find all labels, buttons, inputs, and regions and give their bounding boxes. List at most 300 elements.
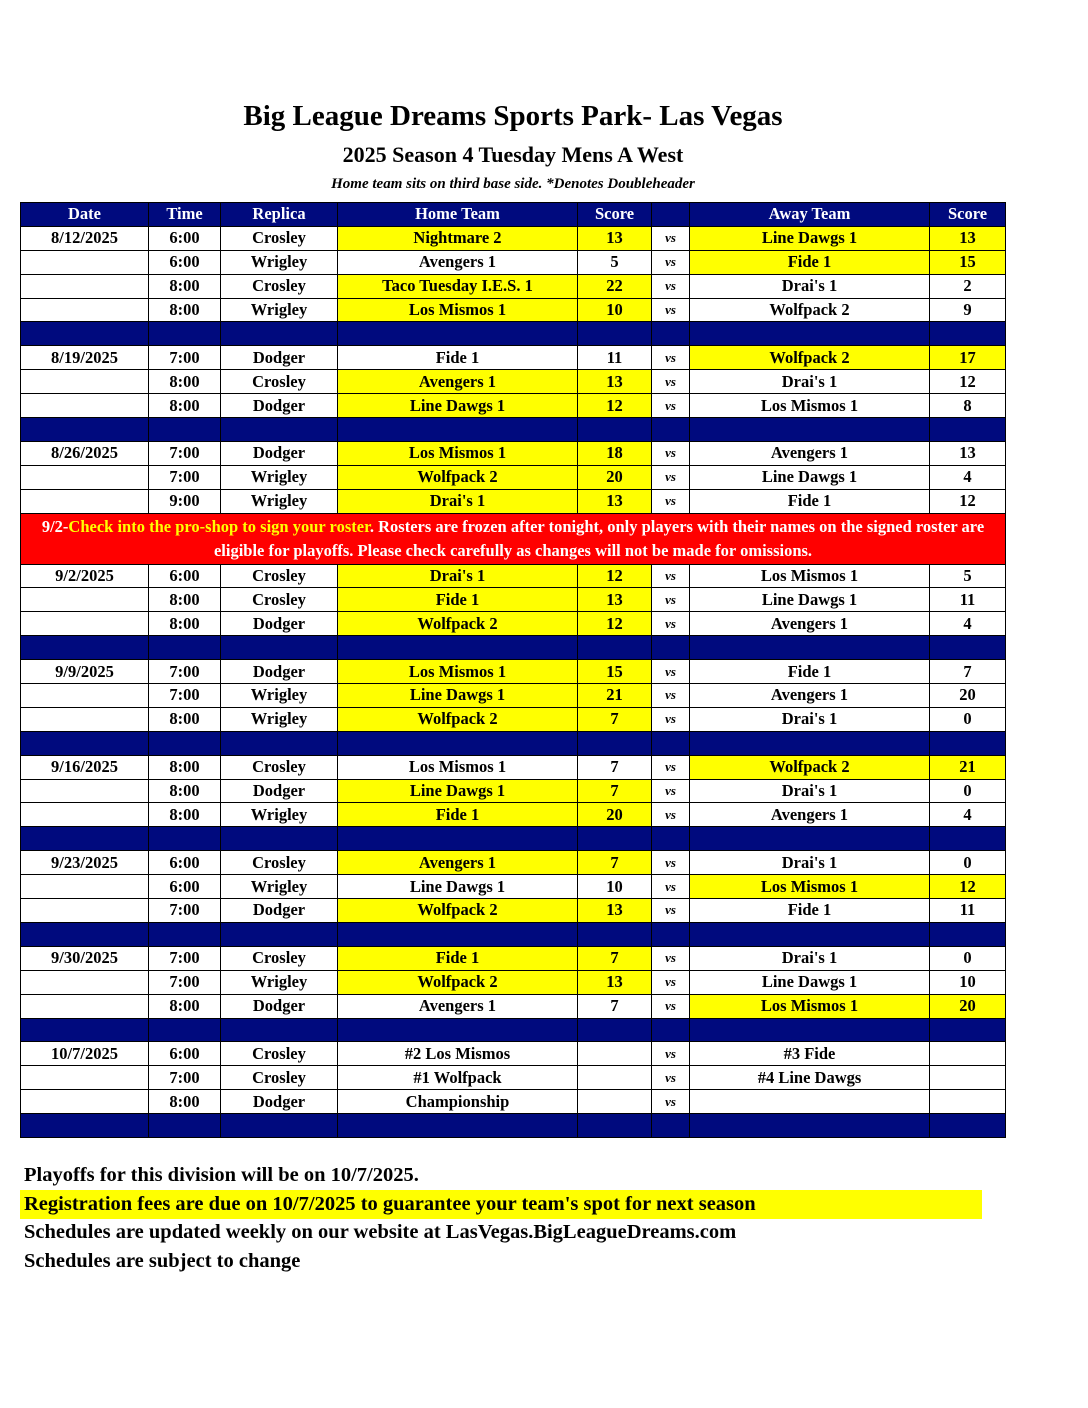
game-time: 8:00 [149, 779, 221, 803]
table-row [21, 1090, 1006, 1114]
vs-label: vs [652, 588, 690, 612]
game-time: 6:00 [149, 250, 221, 274]
game-date [21, 489, 149, 513]
game-field: Dodger [221, 779, 338, 803]
separator-cell [652, 418, 690, 442]
separator-cell [21, 636, 149, 660]
game-date [21, 1066, 149, 1090]
separator-cell [578, 922, 652, 946]
home-team: Fide 1 [338, 946, 578, 970]
game-date [21, 370, 149, 394]
vs-label: vs [652, 250, 690, 274]
table-row [21, 707, 1006, 731]
game-field: Crosley [221, 564, 338, 588]
table-row [21, 755, 1006, 779]
home-score: 12 [578, 394, 652, 418]
separator-cell [21, 922, 149, 946]
game-date: 8/12/2025 [21, 226, 149, 250]
game-date [21, 994, 149, 1018]
away-score: 12 [930, 370, 1006, 394]
home-team: Drai's 1 [338, 564, 578, 588]
home-score: 5 [578, 250, 652, 274]
separator-cell [338, 731, 578, 755]
home-score: 7 [578, 851, 652, 875]
game-time: 8:00 [149, 612, 221, 636]
game-field: Dodger [221, 346, 338, 370]
separator-cell [221, 827, 338, 851]
game-date [21, 612, 149, 636]
table-row [21, 994, 1006, 1018]
separator-cell [21, 1018, 149, 1042]
separator-cell [21, 322, 149, 346]
game-field: Crosley [221, 1066, 338, 1090]
home-score: 12 [578, 612, 652, 636]
game-field: Dodger [221, 441, 338, 465]
separator-row [21, 1114, 1006, 1138]
vs-label: vs [652, 684, 690, 708]
separator-cell [338, 1114, 578, 1138]
separator-cell [221, 922, 338, 946]
away-team: Drai's 1 [690, 274, 930, 298]
separator-cell [930, 1018, 1006, 1042]
home-score: 10 [578, 298, 652, 322]
home-score: 13 [578, 489, 652, 513]
home-team: #1 Wolfpack [338, 1066, 578, 1090]
away-team: Fide 1 [690, 489, 930, 513]
separator-cell [690, 922, 930, 946]
table-row [21, 875, 1006, 899]
separator-cell [221, 636, 338, 660]
game-time: 8:00 [149, 394, 221, 418]
game-field: Wrigley [221, 875, 338, 899]
separator-cell [652, 1114, 690, 1138]
away-team: Line Dawgs 1 [690, 465, 930, 489]
roster-notice [21, 513, 1006, 564]
game-field: Wrigley [221, 803, 338, 827]
vs-label: vs [652, 970, 690, 994]
separator-cell [338, 827, 578, 851]
game-date [21, 803, 149, 827]
game-field: Dodger [221, 1090, 338, 1114]
separator-cell [690, 418, 930, 442]
separator-cell [21, 827, 149, 851]
table-row [21, 298, 1006, 322]
separator-row [21, 1018, 1006, 1042]
away-team: Fide 1 [690, 660, 930, 684]
vs-label: vs [652, 803, 690, 827]
home-score [578, 1090, 652, 1114]
home-team: Wolfpack 2 [338, 970, 578, 994]
game-date [21, 779, 149, 803]
game-date [21, 394, 149, 418]
separator-cell [690, 731, 930, 755]
away-team: Drai's 1 [690, 779, 930, 803]
vs-label: vs [652, 564, 690, 588]
game-time: 6:00 [149, 564, 221, 588]
game-field: Wrigley [221, 489, 338, 513]
separator-cell [930, 1114, 1006, 1138]
home-team: Wolfpack 2 [338, 465, 578, 489]
vs-label: vs [652, 779, 690, 803]
game-date: 8/19/2025 [21, 346, 149, 370]
vs-label: vs [652, 994, 690, 1018]
game-date: 9/9/2025 [21, 660, 149, 684]
table-row [21, 370, 1006, 394]
game-time: 7:00 [149, 660, 221, 684]
game-time: 8:00 [149, 370, 221, 394]
separator-cell [338, 418, 578, 442]
home-team: #2 Los Mismos [338, 1042, 578, 1066]
home-team: Line Dawgs 1 [338, 779, 578, 803]
away-team: Line Dawgs 1 [690, 588, 930, 612]
separator-cell [149, 636, 221, 660]
separator-cell [149, 827, 221, 851]
separator-cell [652, 322, 690, 346]
table-row [21, 851, 1006, 875]
home-score: 7 [578, 755, 652, 779]
home-score [578, 1042, 652, 1066]
home-team: Avengers 1 [338, 250, 578, 274]
game-field: Dodger [221, 394, 338, 418]
away-score: 13 [930, 226, 1006, 250]
vs-label: vs [652, 274, 690, 298]
home-score: 13 [578, 970, 652, 994]
separator-row [21, 731, 1006, 755]
game-date: 9/16/2025 [21, 755, 149, 779]
page-subtitle: 2025 Season 4 Tuesday Mens A West [342, 142, 684, 167]
vs-label: vs [652, 370, 690, 394]
away-team: Avengers 1 [690, 803, 930, 827]
away-team: Line Dawgs 1 [690, 226, 930, 250]
away-score: 10 [930, 970, 1006, 994]
home-team: Wolfpack 2 [338, 707, 578, 731]
separator-row [21, 418, 1006, 442]
game-field: Crosley [221, 1042, 338, 1066]
home-score: 21 [578, 684, 652, 708]
away-score: 2 [930, 274, 1006, 298]
separator-row [21, 322, 1006, 346]
home-team: Wolfpack 2 [338, 899, 578, 923]
table-row [21, 1042, 1006, 1066]
away-score: 20 [930, 994, 1006, 1018]
notice-date: 9/2- [41, 516, 69, 536]
separator-cell [690, 1114, 930, 1138]
table-row [21, 564, 1006, 588]
game-date: 10/7/2025 [21, 1042, 149, 1066]
game-time: 6:00 [149, 875, 221, 899]
separator-cell [652, 636, 690, 660]
vs-label: vs [652, 298, 690, 322]
away-team: Avengers 1 [690, 612, 930, 636]
separator-cell [578, 322, 652, 346]
table-row [21, 946, 1006, 970]
home-team: Los Mismos 1 [338, 660, 578, 684]
schedule-body [21, 226, 1006, 1137]
separator-cell [149, 731, 221, 755]
game-date: 9/23/2025 [21, 851, 149, 875]
away-score: 13 [930, 441, 1006, 465]
home-team: Avengers 1 [338, 851, 578, 875]
table-row [21, 803, 1006, 827]
vs-label: vs [652, 755, 690, 779]
separator-cell [578, 827, 652, 851]
away-score: 4 [930, 803, 1006, 827]
away-score: 0 [930, 851, 1006, 875]
separator-cell [578, 418, 652, 442]
roster-notice-row [21, 513, 1006, 564]
away-score: 20 [930, 684, 1006, 708]
game-date [21, 899, 149, 923]
away-score [930, 1066, 1006, 1090]
away-score: 5 [930, 564, 1006, 588]
separator-cell [221, 418, 338, 442]
vs-label: vs [652, 489, 690, 513]
separator-cell [21, 418, 149, 442]
separator-cell [578, 731, 652, 755]
home-score: 7 [578, 707, 652, 731]
table-row [21, 899, 1006, 923]
game-time: 7:00 [149, 346, 221, 370]
separator-cell [652, 827, 690, 851]
game-field: Wrigley [221, 684, 338, 708]
away-team: Los Mismos 1 [690, 564, 930, 588]
away-score [930, 1042, 1006, 1066]
game-date: 8/26/2025 [21, 441, 149, 465]
table-row [21, 489, 1006, 513]
home-score: 22 [578, 274, 652, 298]
separator-cell [21, 1114, 149, 1138]
game-date [21, 274, 149, 298]
game-field: Crosley [221, 274, 338, 298]
page-title: Big League Dreams Sports Park- Las Vegas [243, 100, 783, 132]
home-team: Wolfpack 2 [338, 612, 578, 636]
away-score: 17 [930, 346, 1006, 370]
game-time: 7:00 [149, 899, 221, 923]
separator-cell [690, 636, 930, 660]
table-row [21, 779, 1006, 803]
notice-text: . Rosters are frozen after tonight, only players with their names on the signed roster are eligible for playoffs. Please check carefully as changes will not be made for omissions. [213, 516, 985, 560]
notice-highlight: Check into the pro-shop to sign your roster [68, 516, 370, 536]
col-away-team-header: Away Team [690, 203, 930, 227]
separator-row [21, 922, 1006, 946]
vs-label: vs [652, 226, 690, 250]
away-score [930, 1090, 1006, 1114]
separator-cell [149, 1114, 221, 1138]
away-team: Avengers 1 [690, 684, 930, 708]
game-field: Crosley [221, 851, 338, 875]
game-time: 8:00 [149, 1090, 221, 1114]
game-field: Crosley [221, 226, 338, 250]
game-time: 6:00 [149, 851, 221, 875]
col-home-score-header: Score [578, 203, 652, 227]
separator-cell [578, 1018, 652, 1042]
away-team: Wolfpack 2 [690, 298, 930, 322]
away-score: 12 [930, 875, 1006, 899]
game-field: Wrigley [221, 250, 338, 274]
away-team: Drai's 1 [690, 851, 930, 875]
vs-label: vs [652, 465, 690, 489]
game-time: 7:00 [149, 1066, 221, 1090]
separator-cell [338, 1018, 578, 1042]
schedule-table [20, 202, 1006, 1138]
home-score: 20 [578, 465, 652, 489]
home-team: Line Dawgs 1 [338, 684, 578, 708]
game-time: 8:00 [149, 298, 221, 322]
game-time: 6:00 [149, 1042, 221, 1066]
away-score: 0 [930, 946, 1006, 970]
vs-label: vs [652, 441, 690, 465]
home-team: Fide 1 [338, 803, 578, 827]
away-team: #4 Line Dawgs [690, 1066, 930, 1090]
game-date: 9/2/2025 [21, 564, 149, 588]
home-team: Fide 1 [338, 346, 578, 370]
game-date: 9/30/2025 [21, 946, 149, 970]
home-score: 13 [578, 370, 652, 394]
vs-label: vs [652, 1090, 690, 1114]
game-field: Wrigley [221, 970, 338, 994]
separator-cell [652, 731, 690, 755]
separator-row [21, 827, 1006, 851]
separator-cell [930, 322, 1006, 346]
away-score: 11 [930, 899, 1006, 923]
game-date [21, 875, 149, 899]
home-team: Line Dawgs 1 [338, 875, 578, 899]
table-row [21, 394, 1006, 418]
registration-note: Registration fees are due on 10/7/2025 to guarantee your team's spot for next season [20, 1190, 982, 1219]
vs-label: vs [652, 660, 690, 684]
table-row [21, 588, 1006, 612]
separator-cell [221, 731, 338, 755]
separator-cell [149, 922, 221, 946]
home-score: 15 [578, 660, 652, 684]
separator-cell [221, 1018, 338, 1042]
vs-label: vs [652, 612, 690, 636]
table-row [21, 1066, 1006, 1090]
game-date [21, 684, 149, 708]
away-team: Los Mismos 1 [690, 994, 930, 1018]
col-away-score-header: Score [930, 203, 1006, 227]
home-team: Championship [338, 1090, 578, 1114]
separator-cell [338, 322, 578, 346]
away-score: 0 [930, 779, 1006, 803]
home-score: 13 [578, 899, 652, 923]
game-time: 8:00 [149, 707, 221, 731]
separator-cell [149, 1018, 221, 1042]
game-time: 8:00 [149, 588, 221, 612]
home-score: 7 [578, 779, 652, 803]
game-field: Crosley [221, 755, 338, 779]
separator-row [21, 636, 1006, 660]
away-team: Los Mismos 1 [690, 875, 930, 899]
separator-cell [930, 731, 1006, 755]
away-team: Drai's 1 [690, 707, 930, 731]
vs-label: vs [652, 394, 690, 418]
separator-cell [652, 922, 690, 946]
game-field: Dodger [221, 612, 338, 636]
game-date [21, 465, 149, 489]
home-team: Nightmare 2 [338, 226, 578, 250]
game-time: 6:00 [149, 226, 221, 250]
home-score [578, 1066, 652, 1090]
away-team: Wolfpack 2 [690, 755, 930, 779]
col-date-header: Date [21, 203, 149, 227]
table-header-row [21, 203, 1006, 227]
away-score: 4 [930, 612, 1006, 636]
game-field: Crosley [221, 946, 338, 970]
game-field: Wrigley [221, 465, 338, 489]
website-note: Schedules are updated weekly on our website at LasVegas.BigLeagueDreams.com [24, 1221, 737, 1243]
separator-cell [930, 827, 1006, 851]
away-team: Drai's 1 [690, 946, 930, 970]
game-field: Wrigley [221, 707, 338, 731]
away-score: 21 [930, 755, 1006, 779]
col-home-team-header: Home Team [338, 203, 578, 227]
schedule-note: Home team sits on third base side. *Denotes Doubleheader [331, 176, 695, 192]
away-score: 0 [930, 707, 1006, 731]
separator-cell [690, 1018, 930, 1042]
separator-cell [221, 1114, 338, 1138]
game-date [21, 250, 149, 274]
table-row [21, 250, 1006, 274]
vs-label: vs [652, 899, 690, 923]
game-time: 8:00 [149, 755, 221, 779]
playoffs-note: Playoffs for this division will be on 10/7/2025. [24, 1164, 419, 1186]
away-score: 9 [930, 298, 1006, 322]
away-team: Wolfpack 2 [690, 346, 930, 370]
away-team: Los Mismos 1 [690, 394, 930, 418]
game-field: Dodger [221, 899, 338, 923]
away-score: 15 [930, 250, 1006, 274]
game-time: 8:00 [149, 803, 221, 827]
separator-cell [930, 636, 1006, 660]
separator-cell [149, 418, 221, 442]
game-time: 7:00 [149, 970, 221, 994]
table-row [21, 684, 1006, 708]
home-score: 11 [578, 346, 652, 370]
table-row [21, 970, 1006, 994]
away-team [690, 1090, 930, 1114]
away-score: 8 [930, 394, 1006, 418]
game-time: 7:00 [149, 684, 221, 708]
home-team: Los Mismos 1 [338, 441, 578, 465]
home-score: 7 [578, 994, 652, 1018]
home-team: Drai's 1 [338, 489, 578, 513]
away-team: Fide 1 [690, 250, 930, 274]
table-row [21, 660, 1006, 684]
separator-cell [930, 922, 1006, 946]
table-row [21, 465, 1006, 489]
game-field: Crosley [221, 588, 338, 612]
vs-label: vs [652, 946, 690, 970]
game-time: 9:00 [149, 489, 221, 513]
game-field: Crosley [221, 370, 338, 394]
home-team: Avengers 1 [338, 994, 578, 1018]
home-team: Line Dawgs 1 [338, 394, 578, 418]
vs-label: vs [652, 1066, 690, 1090]
vs-label: vs [652, 875, 690, 899]
game-field: Dodger [221, 994, 338, 1018]
vs-label: vs [652, 346, 690, 370]
separator-cell [930, 418, 1006, 442]
game-time: 7:00 [149, 946, 221, 970]
home-team: Fide 1 [338, 588, 578, 612]
home-team: Los Mismos 1 [338, 755, 578, 779]
table-row [21, 346, 1006, 370]
separator-cell [338, 636, 578, 660]
separator-cell [149, 322, 221, 346]
home-score: 12 [578, 564, 652, 588]
separator-cell [690, 322, 930, 346]
